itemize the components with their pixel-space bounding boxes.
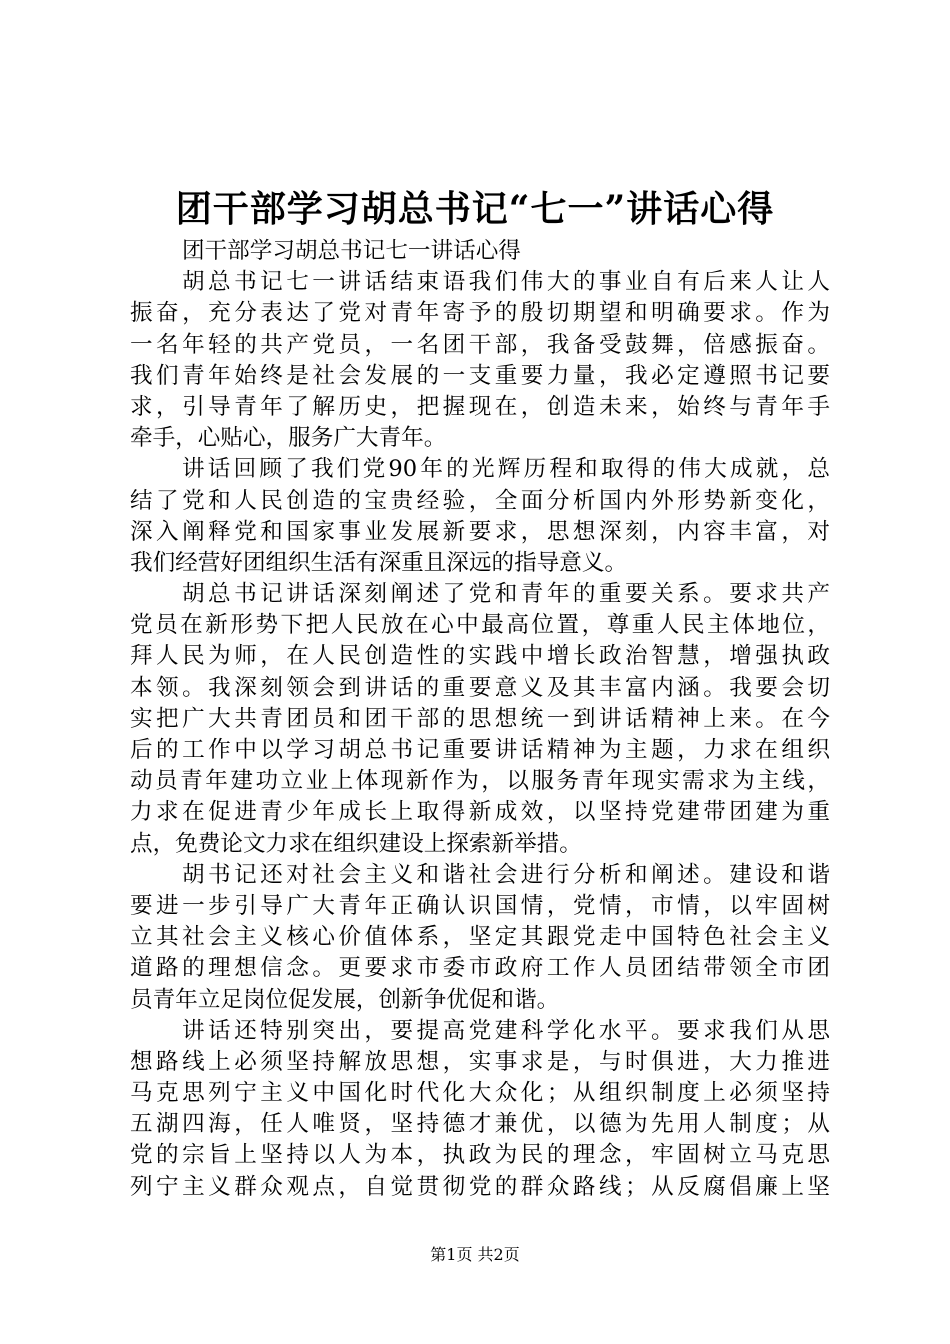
paragraph-line: 实把广大共青团员和团干部的思想统一到讲话精神上来。在今 bbox=[130, 705, 830, 732]
document-title: 团干部学习胡总书记“七一”讲话心得 bbox=[175, 188, 775, 230]
paragraph bbox=[130, 1016, 830, 1203]
paragraph-line: 道路的理想信念。更要求市委市政府工作人员团结带领全市团 bbox=[130, 955, 830, 982]
paragraph-line: 党员在新形势下把人民放在心中最高位置，尊重人民主体地位， bbox=[130, 612, 830, 639]
paragraph-line: 振奋，充分表达了党对青年寄予的殷切期望和明确要求。作为 bbox=[130, 300, 830, 327]
paragraph bbox=[130, 236, 830, 267]
paragraph-line: 要进一步引导广大青年正确认识国情，党情，市情，以牢固树 bbox=[130, 892, 830, 919]
paragraph-line: 五湖四海，任人唯贤，坚持德才兼优，以德为先用人制度；从 bbox=[130, 1111, 830, 1138]
paragraph-line: 列宁主义群众观点，自觉贯彻党的群众路线；从反腐倡廉上坚 bbox=[130, 1173, 830, 1200]
paragraph-line: 点，免费论文力求在组织建设上探索新举措。 bbox=[130, 830, 582, 857]
paragraph bbox=[130, 860, 830, 1016]
paragraph-line: 讲话回顾了我们党90年的光辉历程和取得的伟大成就，总 bbox=[182, 456, 830, 483]
paragraph-line: 胡书记还对社会主义和谐社会进行分析和阐述。建设和谐 bbox=[182, 861, 830, 888]
paragraph-line: 想路线上必须坚持解放思想，实事求是，与时俱进，大力推进 bbox=[130, 1048, 830, 1075]
paragraph bbox=[130, 454, 830, 579]
paragraph bbox=[130, 579, 830, 860]
paragraph-line: 牵手，心贴心，服务广大青年。 bbox=[130, 425, 447, 452]
paragraph-line: 团干部学习胡总书记七一讲话心得 bbox=[182, 238, 521, 264]
paragraph-line: 我们经营好团组织生活有深重且深远的指导意义。 bbox=[130, 549, 628, 576]
paragraph-line: 本领。我深刻领会到讲话的重要意义及其丰富内涵。我要会切 bbox=[130, 674, 830, 701]
paragraph-line: 员青年立足岗位促发展，创新争优促和谐。 bbox=[130, 986, 560, 1013]
paragraph-line: 胡总书记七一讲话结束语我们伟大的事业自有后来人让人 bbox=[182, 269, 830, 296]
paragraph-line: 深入阐释党和国家事业发展新要求，思想深刻，内容丰富，对 bbox=[130, 518, 830, 545]
paragraph-line: 拜人民为师，在人民创造性的实践中增长政治智慧，增强执政 bbox=[130, 643, 830, 670]
paragraph-line: 讲话还特别突出，要提高党建科学化水平。要求我们从思 bbox=[182, 1017, 830, 1044]
paragraph-line: 立其社会主义核心价值体系，坚定其跟党走中国特色社会主义 bbox=[130, 924, 830, 951]
paragraph-line: 动员青年建功立业上体现新作为，以服务青年现实需求为主线， bbox=[130, 768, 830, 795]
paragraph-line: 求，引导青年了解历史，把握现在，创造未来，始终与青年手 bbox=[130, 393, 830, 420]
page-footer: 第1页 共2页 bbox=[430, 1245, 520, 1264]
paragraph-line: 我们青年始终是社会发展的一支重要力量，我必定遵照书记要 bbox=[130, 362, 830, 389]
paragraph-line: 一名年轻的共产党员，一名团干部，我备受鼓舞，倍感振奋。 bbox=[130, 331, 830, 358]
paragraph-line: 党的宗旨上坚持以人为本，执政为民的理念，牢固树立马克思 bbox=[130, 1142, 830, 1169]
paragraph-line: 马克思列宁主义中国化时代化大众化；从组织制度上必须坚持 bbox=[130, 1080, 830, 1107]
paragraph-line: 力求在促进青少年成长上取得新成效，以坚持党建带团建为重 bbox=[130, 799, 830, 826]
paragraph-line: 后的工作中以学习胡总书记重要讲话精神为主题，力求在组织 bbox=[130, 737, 830, 763]
paragraph-line: 胡总书记讲话深刻阐述了党和青年的重要关系。要求共产 bbox=[182, 581, 830, 608]
document-body bbox=[130, 236, 830, 1203]
paragraph bbox=[130, 267, 830, 454]
paragraph-line: 结了党和人民创造的宝贵经验，全面分析国内外形势新变化， bbox=[130, 487, 830, 514]
